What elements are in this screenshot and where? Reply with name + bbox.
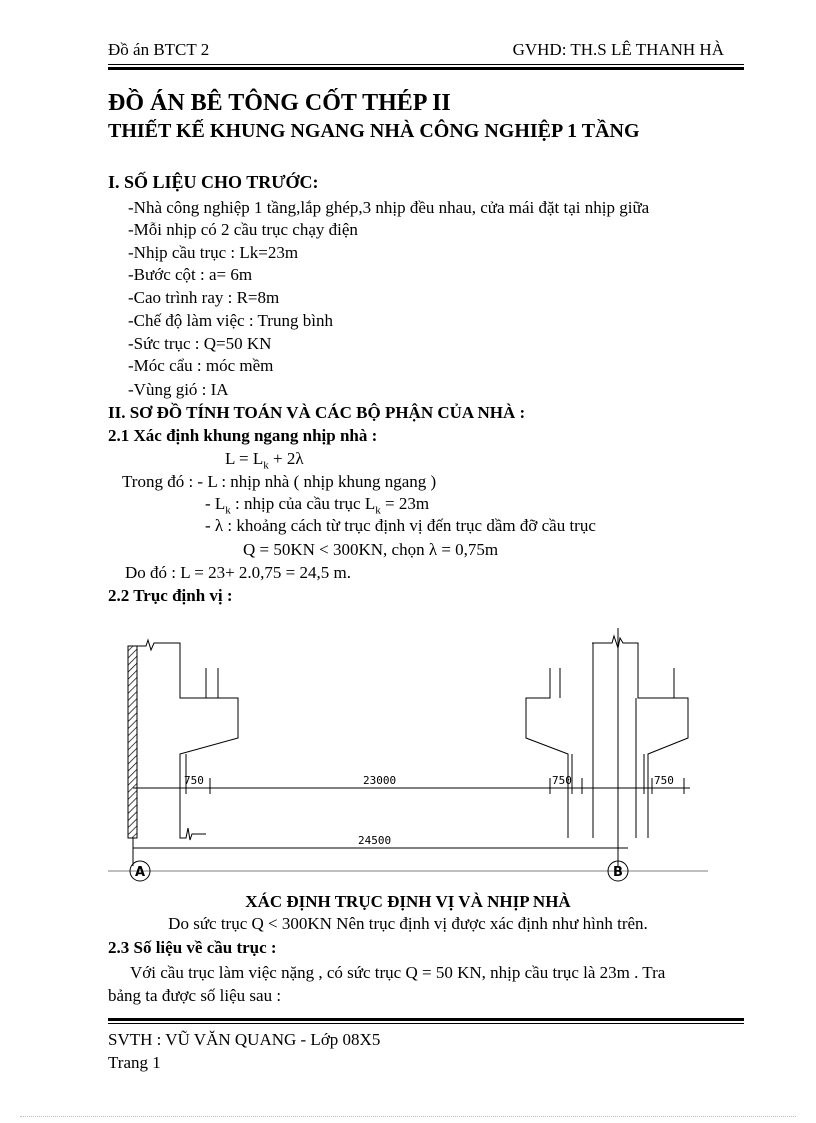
list-item: -Cao trình ray : R=8m: [128, 288, 280, 307]
dim-label-23000: 23000: [363, 774, 397, 787]
where-lk: - $L_k$ : nhịp của cầu trục $L_k = 23m$: [205, 494, 430, 517]
where-intro: Trong đó : - L : nhịp nhà ( nhịp khung ngang ): [122, 472, 437, 491]
subsection-2-3-heading: 2.3 Số liệu về cầu trục :: [108, 938, 277, 957]
para-line-2: bảng ta được số liệu sau :: [108, 986, 282, 1005]
figure-note: Do sức trục Q < 300KN Nên trục định vị được xác định như hình trên.: [168, 914, 648, 933]
figure-caption: XÁC ĐỊNH TRỤC ĐỊNH VỊ VÀ NHỊP NHÀ: [245, 892, 571, 911]
header-right: GVHD: TH.S LÊ THANH HÀ: [512, 40, 724, 59]
left-column-outline: [137, 640, 238, 840]
footer-rule-thin: [108, 1023, 744, 1024]
dim-label-24500: 24500: [358, 834, 392, 847]
dim-label-750-left: 750: [184, 774, 204, 787]
section1-heading: I. SỐ LIỆU CHO TRƯỚC:: [108, 172, 319, 192]
lambda-condition: Q = 50KN < 300KN, chọn λ = 0,75m: [243, 540, 499, 559]
list-item: -Bước cột : a= 6m: [128, 265, 253, 284]
list-item: -Mỗi nhịp có 2 cầu trục chạy điện: [128, 220, 358, 239]
axis-b-label: B: [613, 865, 623, 880]
page-title: ĐỒ ÁN BÊ TÔNG CỐT THÉP II: [108, 90, 451, 116]
section2-heading: II. SƠ ĐỒ TÍNH TOÁN VÀ CÁC BỘ PHẬN CỦA NHÀ :: [108, 403, 526, 422]
list-item: -Vùng gió : IA: [128, 380, 229, 399]
right-column-outline-right: [592, 636, 688, 838]
list-item: -Nhà công nghiệp 1 tầng,lắp ghép,3 nhịp đều nhau, cửa mái đặt tại nhịp giữa: [128, 198, 650, 217]
footer-author: SVTH : VŨ VĂN QUANG - Lớp 08X5: [108, 1030, 381, 1049]
axis-layout-drawing: [108, 628, 708, 888]
list-item: -Sức trục : Q=50 KN: [128, 334, 272, 353]
list-item: -Chế độ làm việc : Trung bình: [128, 311, 333, 330]
footer-rule-thick: [108, 1018, 744, 1021]
header-rule-thin: [108, 64, 744, 65]
subsection-2-2-heading: 2.2 Trục định vị :: [108, 586, 233, 605]
formula-span: $L = L_k + 2\lambda$: [225, 449, 304, 472]
page-subtitle: THIẾT KẾ KHUNG NGANG NHÀ CÔNG NGHIỆP 1 TẦNG: [108, 120, 640, 142]
list-item: -Móc cẩu : móc mềm: [128, 356, 274, 375]
where-lambda: - λ : khoảng cách từ trục định vị đến trục dầm đỡ cầu trục: [205, 516, 596, 535]
dim-label-750-right: 750: [654, 774, 674, 787]
page-edge-dots: [20, 1116, 796, 1117]
footer-page-number: Trang 1: [108, 1053, 161, 1072]
axis-a-label: A: [134, 865, 146, 880]
wall-hatch: [128, 646, 137, 838]
header-rule-thick: [108, 67, 744, 70]
span-result: Do đó : L = 23+ 2.0,75 = 24,5 m.: [125, 563, 351, 582]
list-item: -Nhịp cầu trục : Lk=23m: [128, 243, 299, 262]
right-column-outline-left: [526, 668, 568, 838]
dim-label-750-mid: 750: [552, 774, 572, 787]
subsection-2-1-heading: 2.1 Xác định khung ngang nhịp nhà :: [108, 426, 378, 445]
header-left: Đồ án BTCT 2: [108, 40, 210, 59]
para-line-1: Với cầu trục làm việc nặng , có sức trục Q = 50 KN, nhịp cầu trục là 23m . Tra: [130, 963, 666, 982]
